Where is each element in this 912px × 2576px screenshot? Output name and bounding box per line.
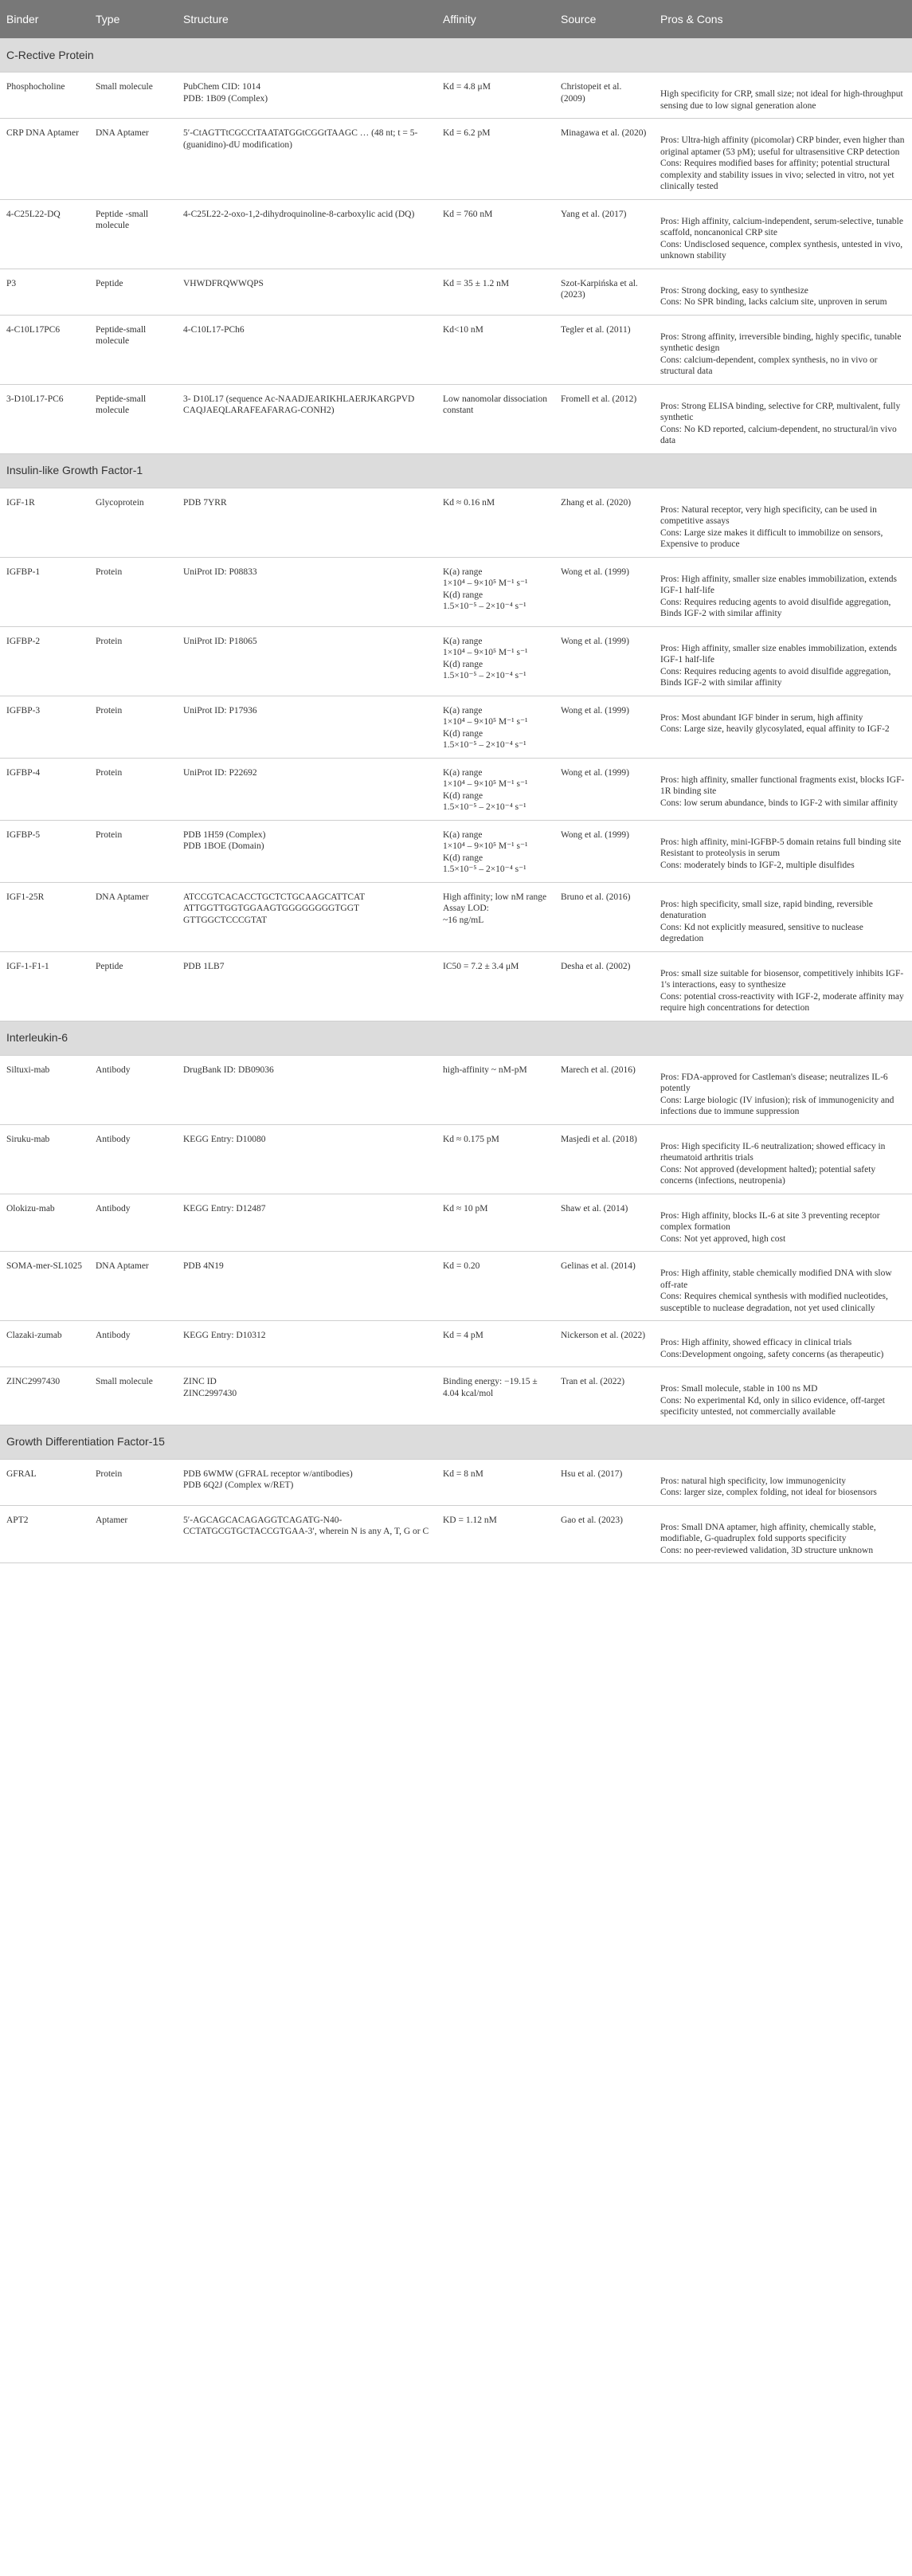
cell-line: Pros: FDA-approved for Castleman's disease; neutralizes IL-6 potently — [660, 1072, 888, 1093]
cell-line: KD = 1.12 nM — [443, 1515, 497, 1525]
header-binder: Binder — [0, 0, 89, 38]
type-cell: Antibody — [89, 1321, 177, 1367]
structure-cell — [177, 951, 436, 1021]
cell-line: Kd ≈ 10 pM — [443, 1203, 488, 1214]
pros-cons-cell — [654, 1321, 912, 1367]
cell-line: Cons: Not approved (development halted); potential safety concerns (infections, neutropenia) — [660, 1164, 876, 1186]
cell-line: 1×10⁴ – 9×10⁵ M⁻¹ s⁻¹ — [443, 717, 528, 727]
source-cell: Wong et al. (1999) — [554, 820, 654, 882]
cell-line: Pros: Strong affinity, irreversible binding, highly specific, tunable synthetic design — [660, 331, 902, 353]
cell-line: Cons: potential cross-reactivity with IGF-2, moderate affinity may require high concentrations for detection — [660, 991, 904, 1013]
table-row — [0, 119, 912, 200]
cell-line: Kd = 35 ± 1.2 nM — [443, 278, 510, 288]
header-pros-cons: Pros & Cons — [654, 0, 912, 38]
source-cell: Gelinas et al. (2014) — [554, 1252, 654, 1321]
structure-cell — [177, 315, 436, 384]
cell-line: Cons: larger size, complex folding, not ideal for biosensors — [660, 1488, 877, 1497]
pros-cons-cell — [654, 1252, 912, 1321]
pros-cons-cell — [654, 199, 912, 269]
section-header-row — [0, 1425, 912, 1459]
header-affinity: Affinity — [436, 0, 554, 38]
pros-cons-cell — [654, 1367, 912, 1425]
cell-line: Pros: High affinity, stable chemically modified DNA with slow off-rate — [660, 1268, 892, 1290]
source-cell: Yang et al. (2017) — [554, 199, 654, 269]
type-cell: Small molecule — [89, 73, 177, 119]
binder-cell: IGF-1R — [0, 488, 89, 557]
cell-line: Pros: High affinity, showed efficacy in clinical trials — [660, 1338, 852, 1347]
table-row — [0, 1055, 912, 1124]
affinity-cell — [436, 557, 554, 626]
structure-cell — [177, 696, 436, 758]
pros-cons-cell — [654, 758, 912, 820]
table-row — [0, 1367, 912, 1425]
cell-line: Pros: Small DNA aptamer, high affinity, chemically stable, modifiable, G-quadruplex fold supports specificity — [660, 1522, 876, 1543]
cell-line: Cons: no peer-reviewed validation, 3D structure unknown — [660, 1545, 874, 1555]
cell-line: 4.04 kcal/mol — [443, 1388, 494, 1398]
pros-cons-cell — [654, 882, 912, 951]
binder-cell: CRP DNA Aptamer — [0, 119, 89, 200]
structure-cell — [177, 626, 436, 696]
pros-cons-cell — [654, 1459, 912, 1505]
cell-line: high-affinity ~ nM-pM — [443, 1065, 527, 1075]
cell-line: High specificity for CRP, small size; not ideal for high-throughput sensing due to low signal generation alone — [660, 89, 903, 111]
affinity-cell — [436, 951, 554, 1021]
type-cell: Peptide-small molecule — [89, 315, 177, 384]
type-cell: Antibody — [89, 1124, 177, 1194]
binder-cell: SOMA-mer-SL1025 — [0, 1252, 89, 1321]
cell-line: Cons: Requires reducing agents to avoid disulfide aggregation, Binds IGF-2 with similar affinity — [660, 666, 891, 688]
affinity-cell — [436, 1055, 554, 1124]
affinity-cell — [436, 820, 554, 882]
pros-cons-cell — [654, 1124, 912, 1194]
table-row — [0, 1505, 912, 1563]
cell-line: Pros: High affinity, smaller size enables immobilization, extends IGF-1 half-life — [660, 643, 898, 665]
cell-line: Cons: calcium-dependent, complex synthesis, no in vivo or structural data — [660, 355, 878, 376]
cell-line: 1.5×10⁻⁵ – 2×10⁻⁴ s⁻¹ — [443, 865, 526, 874]
source-cell: Zhang et al. (2020) — [554, 488, 654, 557]
cell-line: Cons: No SPR binding, lacks calcium site, unproven in serum — [660, 297, 887, 307]
cell-line: ZINC2997430 — [183, 1388, 237, 1398]
cell-line: Pros: High specificity IL-6 neutralization; showed efficacy in rheumatoid arthritis trials — [660, 1141, 886, 1163]
cell-line: Cons: low serum abundance, binds to IGF-2 with similar affinity — [660, 798, 898, 808]
cell-line: K(d) range — [443, 728, 483, 739]
cell-line: Cons: Undisclosed sequence, complex synthesis, untested in vivo, unknown stability — [660, 239, 903, 261]
pros-cons-cell — [654, 315, 912, 384]
binder-cell: 3-D10L17-PC6 — [0, 384, 89, 453]
source-cell: Gao et al. (2023) — [554, 1505, 654, 1563]
cell-line: PDB 4N19 — [183, 1261, 224, 1271]
table-row — [0, 488, 912, 557]
structure-cell — [177, 1459, 436, 1505]
cell-line: Cons: Requires chemical synthesis with modified nucleotides, susceptible to nuclease degradation, not yet used clinically — [660, 1292, 888, 1313]
cell-line: Kd<10 nM — [443, 324, 483, 335]
affinity-cell — [436, 1124, 554, 1194]
cell-line: High affinity; low nM range — [443, 892, 547, 902]
cell-line: 3- D10L17 (sequence Ac-NAADJEARIKHLAERJKARGPVD CAQJAEQLARAFEAFARAG-CONH2) — [183, 394, 415, 415]
cell-line: PDB 7YRR — [183, 497, 227, 508]
affinity-cell — [436, 1252, 554, 1321]
table-row — [0, 1194, 912, 1252]
affinity-cell — [436, 199, 554, 269]
table-row — [0, 758, 912, 820]
source-cell: Wong et al. (1999) — [554, 696, 654, 758]
affinity-cell — [436, 1194, 554, 1252]
pros-cons-cell — [654, 488, 912, 557]
affinity-cell — [436, 1367, 554, 1425]
affinity-cell — [436, 1505, 554, 1563]
source-cell: Wong et al. (1999) — [554, 557, 654, 626]
cell-line: K(a) range — [443, 705, 483, 716]
pros-cons-cell — [654, 269, 912, 315]
pros-cons-cell — [654, 951, 912, 1021]
affinity-cell — [436, 696, 554, 758]
cell-line: K(a) range — [443, 767, 483, 778]
affinity-cell — [436, 626, 554, 696]
source-cell: Marech et al. (2016) — [554, 1055, 654, 1124]
cell-line: K(d) range — [443, 659, 483, 669]
section-header-row — [0, 453, 912, 488]
cell-line: Kd = 0.20 — [443, 1261, 480, 1271]
binder-cell: Siruku-mab — [0, 1124, 89, 1194]
table-row — [0, 1124, 912, 1194]
structure-cell — [177, 488, 436, 557]
affinity-cell — [436, 758, 554, 820]
structure-cell — [177, 882, 436, 951]
type-cell: Protein — [89, 1459, 177, 1505]
cell-line: Cons: moderately binds to IGF-2, multiple disulfides — [660, 860, 855, 870]
structure-cell — [177, 119, 436, 200]
cell-line: UniProt ID: P18065 — [183, 636, 257, 646]
cell-line: 5′-CtAGTTtCGCCtTAATATGGtCGGtTAAGC … (48 nt; t = 5-(guanidino)-dU modification) — [183, 128, 418, 150]
binder-cell: APT2 — [0, 1505, 89, 1563]
cell-line: Pros: High affinity, smaller size enables immobilization, extends IGF-1 half-life — [660, 574, 898, 595]
cell-line: Binding energy: −19.15 ± — [443, 1377, 538, 1386]
affinity-cell — [436, 1321, 554, 1367]
cell-line: Cons: Large biologic (IV infusion); risk of immunogenicity and infections due to immune suppression — [660, 1095, 894, 1116]
table-row — [0, 315, 912, 384]
cell-line: Cons: Requires modified bases for affinity; potential structural complexity and stability issues in vivo; selected in vitro, not yet clinically tested — [660, 159, 894, 191]
pros-cons-cell — [654, 1505, 912, 1563]
source-cell: Masjedi et al. (2018) — [554, 1124, 654, 1194]
cell-line: Pros: Natural receptor, very high specificity, can be used in competitive assays — [660, 504, 877, 526]
cell-line: 1.5×10⁻⁵ – 2×10⁻⁴ s⁻¹ — [443, 602, 526, 611]
affinity-cell — [436, 73, 554, 119]
table-row — [0, 557, 912, 626]
cell-line: PDB 1H59 (Complex) — [183, 829, 266, 840]
cell-line: 1.5×10⁻⁵ – 2×10⁻⁴ s⁻¹ — [443, 671, 526, 680]
header-type: Type — [89, 0, 177, 38]
type-cell: DNA Aptamer — [89, 882, 177, 951]
cell-line: DrugBank ID: DB09036 — [183, 1065, 274, 1075]
cell-line: Cons: No experimental Kd, only in silico evidence, off-target specificity untested, not commercially available — [660, 1395, 885, 1417]
cell-line: Assay LOD: — [443, 904, 489, 913]
cell-line: K(d) range — [443, 590, 483, 600]
binder-cell: IGFBP-1 — [0, 557, 89, 626]
cell-line: Pros: Small molecule, stable in 100 ns MD — [660, 1384, 818, 1394]
pros-cons-cell — [654, 696, 912, 758]
cell-line: 1×10⁴ – 9×10⁵ M⁻¹ s⁻¹ — [443, 578, 528, 588]
cell-line: K(a) range — [443, 636, 483, 646]
cell-line: Cons:Development ongoing, safety concerns (as therapeutic) — [660, 1349, 884, 1359]
table-row — [0, 1321, 912, 1367]
cell-line: Kd = 4 pM — [443, 1331, 483, 1340]
section-title: Growth Differentiation Factor-15 — [0, 1425, 912, 1459]
source-cell: Desha et al. (2002) — [554, 951, 654, 1021]
table-row — [0, 820, 912, 882]
structure-cell — [177, 73, 436, 119]
source-cell: Hsu et al. (2017) — [554, 1459, 654, 1505]
section-title: C-Rective Protein — [0, 38, 912, 73]
cell-line: K(d) range — [443, 853, 483, 863]
type-cell: DNA Aptamer — [89, 119, 177, 200]
table-row — [0, 269, 912, 315]
cell-line: Kd = 4.8 μM — [443, 82, 491, 92]
affinity-cell — [436, 269, 554, 315]
type-cell: Protein — [89, 758, 177, 820]
cell-line: Kd = 6.2 pM — [443, 128, 491, 138]
binder-cell: IGFBP-3 — [0, 696, 89, 758]
cell-line: 1×10⁴ – 9×10⁵ M⁻¹ s⁻¹ — [443, 779, 528, 789]
cell-line: PubChem CID: 1014 — [183, 82, 261, 92]
type-cell: Protein — [89, 696, 177, 758]
cell-line: ZINC ID — [183, 1377, 217, 1386]
binder-cell: IGFBP-4 — [0, 758, 89, 820]
cell-line: Cons: Large size makes it difficult to immobilize on sensors, Expensive to produce — [660, 527, 883, 549]
type-cell: Peptide-small molecule — [89, 384, 177, 453]
cell-line: Pros: Ultra-high affinity (picomolar) CRP binder, even higher than original aptamer (53 pM); useful for ultrasensitive CRP detection — [660, 135, 905, 157]
structure-cell — [177, 820, 436, 882]
cell-line: Pros: high affinity, smaller functional fragments exist, blocks IGF-1R binding site — [660, 774, 905, 796]
table-row — [0, 951, 912, 1021]
table-row — [0, 1252, 912, 1321]
cell-line: 1.5×10⁻⁵ – 2×10⁻⁴ s⁻¹ — [443, 802, 526, 812]
affinity-cell — [436, 1459, 554, 1505]
binder-cell: IGF-1-F1-1 — [0, 951, 89, 1021]
cell-line: PDB: 1B09 (Complex) — [183, 93, 268, 104]
binder-cell: Phosphocholine — [0, 73, 89, 119]
pros-cons-cell — [654, 626, 912, 696]
table-row — [0, 626, 912, 696]
cell-line: Cons: Large size, heavily glycosylated, equal affinity to IGF-2 — [660, 724, 890, 734]
structure-cell — [177, 1194, 436, 1252]
cell-line: Pros: high affinity, mini-IGFBP-5 domain retains full binding site Resistant to proteolysis in serum — [660, 837, 902, 858]
type-cell: Aptamer — [89, 1505, 177, 1563]
type-cell: Small molecule — [89, 1367, 177, 1425]
pros-cons-cell — [654, 557, 912, 626]
cell-line: ATCCGTCACACCTGCTCTGCAAGCATTCAT ATTGGTTGGTGGAAGTGGGGGGGGTGGT GTTGGCTCCCGTAT — [183, 892, 365, 925]
type-cell: Antibody — [89, 1055, 177, 1124]
source-cell: Tran et al. (2022) — [554, 1367, 654, 1425]
cell-line: ~16 ng/mL — [443, 915, 484, 925]
pros-cons-cell — [654, 1194, 912, 1252]
cell-line: KEGG Entry: D10080 — [183, 1134, 266, 1144]
pros-cons-cell — [654, 1055, 912, 1124]
cell-line: K(a) range — [443, 567, 483, 577]
cell-line: PDB 1LB7 — [183, 961, 225, 971]
cell-line: Pros: high specificity, small size, rapid binding, reversible denaturation — [660, 899, 873, 920]
source-cell: Szot-Karpińska et al. (2023) — [554, 269, 654, 315]
affinity-cell — [436, 882, 554, 951]
cell-line: Pros: High affinity, blocks IL-6 at site 3 preventing receptor complex formation — [660, 1210, 880, 1232]
structure-cell — [177, 269, 436, 315]
table-row — [0, 882, 912, 951]
header-structure: Structure — [177, 0, 436, 38]
cell-line: Pros: small size suitable for biosensor, competitively inhibits IGF-1's interactions, easy to synthesize — [660, 968, 904, 990]
header-row — [0, 0, 912, 38]
source-cell: Nickerson et al. (2022) — [554, 1321, 654, 1367]
cell-line: Pros: Strong ELISA binding, selective for CRP, multivalent, fully synthetic — [660, 401, 901, 422]
section-title: Insulin-like Growth Factor-1 — [0, 453, 912, 488]
section-header-row — [0, 38, 912, 73]
cell-line: Pros: Strong docking, easy to synthesize — [660, 285, 808, 296]
table-row — [0, 73, 912, 119]
pros-cons-cell — [654, 820, 912, 882]
header-source: Source — [554, 0, 654, 38]
table-row — [0, 696, 912, 758]
cell-line: UniProt ID: P08833 — [183, 567, 257, 577]
cell-line: Kd = 8 nM — [443, 1468, 483, 1479]
source-cell: Bruno et al. (2016) — [554, 882, 654, 951]
table-row — [0, 384, 912, 453]
cell-line: Cons: Not yet approved, high cost — [660, 1233, 786, 1244]
binder-cell: IGF1-25R — [0, 882, 89, 951]
binder-cell: IGFBP-5 — [0, 820, 89, 882]
structure-cell — [177, 1055, 436, 1124]
cell-line: 4-C10L17-PCh6 — [183, 324, 245, 335]
cell-line: IC50 = 7.2 ± 3.4 μM — [443, 961, 519, 971]
cell-line: KEGG Entry: D10312 — [183, 1331, 266, 1340]
pros-cons-cell — [654, 73, 912, 119]
table-row — [0, 199, 912, 269]
cell-line: Low nanomolar dissociation constant — [443, 394, 547, 415]
source-cell: Shaw et al. (2014) — [554, 1194, 654, 1252]
source-cell: Tegler et al. (2011) — [554, 315, 654, 384]
cell-line: K(d) range — [443, 790, 483, 801]
cell-line: 1×10⁴ – 9×10⁵ M⁻¹ s⁻¹ — [443, 648, 528, 657]
cell-line: Pros: High affinity, calcium-independent, serum-selective, tunable scaffold, noncanonical CRP site — [660, 216, 903, 237]
cell-line: UniProt ID: P22692 — [183, 767, 257, 778]
type-cell: Protein — [89, 626, 177, 696]
type-cell: Antibody — [89, 1194, 177, 1252]
structure-cell — [177, 557, 436, 626]
table-row — [0, 1459, 912, 1505]
table-body — [0, 38, 912, 1563]
structure-cell — [177, 199, 436, 269]
binder-cell: IGFBP-2 — [0, 626, 89, 696]
cell-line: K(a) range — [443, 829, 483, 840]
binder-cell: P3 — [0, 269, 89, 315]
affinity-cell — [436, 119, 554, 200]
pros-cons-cell — [654, 384, 912, 453]
section-header-row — [0, 1021, 912, 1055]
cell-line: Cons: Requires reducing agents to avoid disulfide aggregation, Binds IGF-2 with similar affinity — [660, 597, 891, 618]
affinity-cell — [436, 488, 554, 557]
structure-cell — [177, 1505, 436, 1563]
cell-line: PDB 1BOE (Domain) — [183, 841, 264, 851]
type-cell: Protein — [89, 820, 177, 882]
cell-line: Cons: Kd not explicitly measured, sensitive to nuclease degredation — [660, 922, 863, 943]
cell-line: PDB 6Q2J (Complex w/RET) — [183, 1480, 294, 1490]
type-cell: Protein — [89, 557, 177, 626]
type-cell: Peptide — [89, 269, 177, 315]
binder-cell: 4-C25L22-DQ — [0, 199, 89, 269]
affinity-cell — [436, 315, 554, 384]
cell-line: UniProt ID: P17936 — [183, 705, 257, 716]
cell-line: VHWDFRQWWQPS — [183, 278, 264, 288]
source-cell: Christopeit et al. (2009) — [554, 73, 654, 119]
type-cell: Peptide -small molecule — [89, 199, 177, 269]
type-cell: Glycoprotein — [89, 488, 177, 557]
binder-cell: ZINC2997430 — [0, 1367, 89, 1425]
cell-line: PDB 6WMW (GFRAL receptor w/antibodies) — [183, 1468, 353, 1479]
cell-line: Pros: Most abundant IGF binder in serum, high affinity — [660, 712, 863, 723]
binder-cell: Siltuxi-mab — [0, 1055, 89, 1124]
cell-line: KEGG Entry: D12487 — [183, 1203, 266, 1214]
type-cell: Peptide — [89, 951, 177, 1021]
structure-cell — [177, 1321, 436, 1367]
cell-line: Kd ≈ 0.175 pM — [443, 1134, 499, 1144]
cell-line: 4-C25L22-2-oxo-1,2-dihydroquinoline-8-carboxylic acid (DQ) — [183, 209, 415, 219]
type-cell: DNA Aptamer — [89, 1252, 177, 1321]
structure-cell — [177, 384, 436, 453]
structure-cell — [177, 1124, 436, 1194]
affinity-cell — [436, 384, 554, 453]
binder-cell: GFRAL — [0, 1459, 89, 1505]
cell-line: Cons: No KD reported, calcium-dependent, no structural/in vivo data — [660, 424, 897, 445]
cell-line: Kd ≈ 0.16 nM — [443, 497, 495, 508]
structure-cell — [177, 758, 436, 820]
source-cell: Wong et al. (1999) — [554, 758, 654, 820]
structure-cell — [177, 1252, 436, 1321]
cell-line: 1.5×10⁻⁵ – 2×10⁻⁴ s⁻¹ — [443, 740, 526, 750]
source-cell: Fromell et al. (2012) — [554, 384, 654, 453]
cell-line: 5′-AGCAGCACAGAGGTCAGATG-N40-CCTATGCGTGCTACCGTGAA-3′, wherein N is any A, T, G or C — [183, 1515, 429, 1536]
binder-cell: Olokizu-mab — [0, 1194, 89, 1252]
source-cell: Minagawa et al. (2020) — [554, 119, 654, 200]
source-cell: Wong et al. (1999) — [554, 626, 654, 696]
cell-line: 1×10⁴ – 9×10⁵ M⁻¹ s⁻¹ — [443, 841, 528, 851]
cell-line: Kd = 760 nM — [443, 209, 493, 219]
pros-cons-cell — [654, 119, 912, 200]
structure-cell — [177, 1367, 436, 1425]
binder-cell: Clazaki-zumab — [0, 1321, 89, 1367]
binder-cell: 4-C10L17PC6 — [0, 315, 89, 384]
cell-line: Pros: natural high specificity, low immunogenicity — [660, 1476, 847, 1486]
section-title: Interleukin-6 — [0, 1021, 912, 1055]
